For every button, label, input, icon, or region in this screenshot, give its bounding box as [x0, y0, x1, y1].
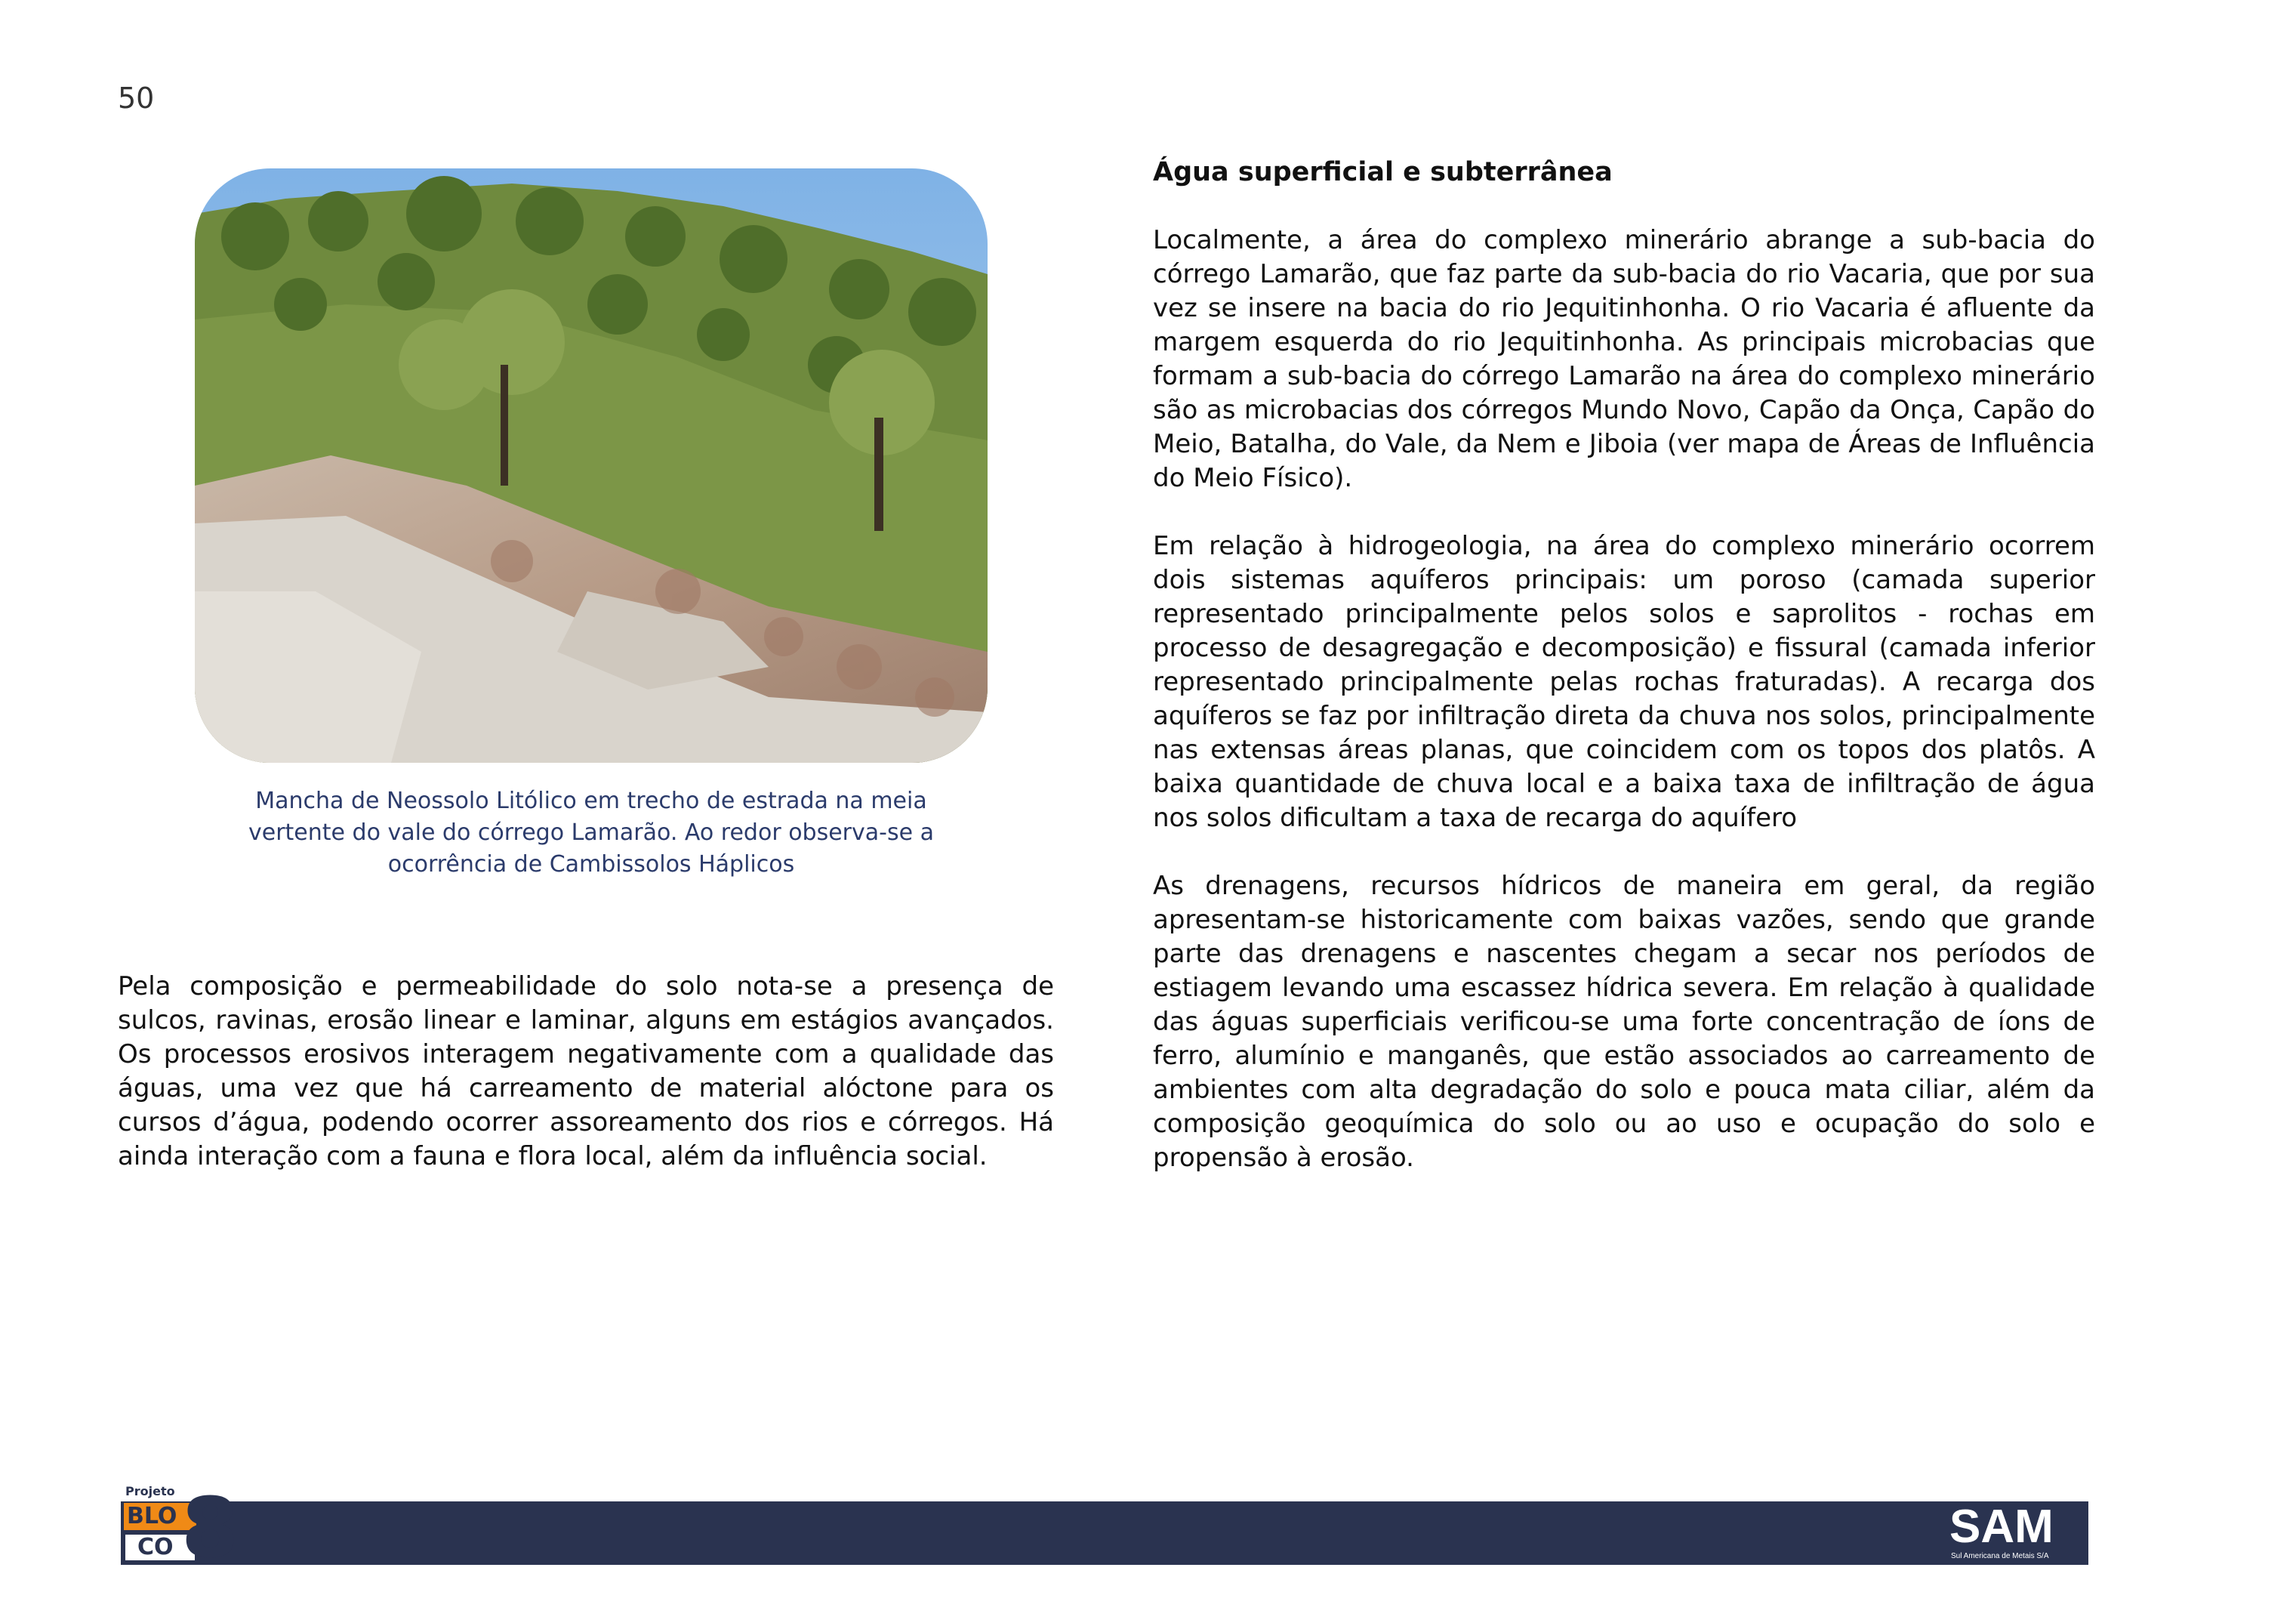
figure-caption	[195, 785, 988, 881]
logo-co-text: CO	[124, 1533, 196, 1562]
logo-blo-text: BLO	[124, 1503, 196, 1530]
soil-erosion-photo	[195, 168, 988, 763]
logo-eight-text: 8	[181, 1480, 239, 1576]
caption-line: ocorrência de Cambissolos Háplicos	[387, 851, 795, 878]
page-number: 50	[118, 82, 155, 115]
footer-bar	[121, 1501, 2088, 1565]
section-heading: Água superficial e subterrânea	[1153, 157, 1613, 187]
soil-erosion-paragraph: Pela composição e permeabilidade do solo nota-se a presença de sulcos, ravinas, erosão linear e laminar, alguns em estágios avançados. Os processos erosivos interagem negativamente com a qualidade das águas, uma vez que há carreamento de material alóctone para os cursos d’água, podendo ocorrer assoreamento dos rios e córregos. Há ainda interação com a fauna e flora local, além da influência social.	[118, 971, 1054, 1171]
sam-logo-subtitle: Sul Americana de Metais S/A	[1951, 1552, 2049, 1560]
drainage-paragraph: As drenagens, recursos hídricos de maneira em geral, da região apresentam-se historicamente com baixas vazões, sendo que grande parte das drenagens e nascentes chegam a secar nos períodos de estiagem levando uma escassez hídrica severa. Em relação à qualidade das águas superficiais verificou-se uma forte concentração de íons de ferro, alumínio e manganês, que estão associados ao carreamento de ambientes com alta degradação do solo e pouca mata ciliar, além da composição geoquímica do solo ou ao uso e ocupação do solo e propensão à erosão.	[1153, 871, 2095, 1173]
water-section	[1153, 156, 2095, 1175]
caption-line: vertente do vale do córrego Lamarão. Ao redor observa-se a	[248, 819, 934, 846]
caption-line: Mancha de Neossolo Litólico em trecho de estrada na meia	[255, 788, 927, 814]
surface-water-paragraph: Localmente, a área do complexo minerário abrange a sub-bacia do córrego Lamarão, que faz parte da sub-bacia do rio Vacaria, que por sua vez se insere na bacia do rio Jequitinhonha. O rio Vacaria é afluente da margem esquerda do rio Jequitinhonha. As principais microbacias que formam a sub-bacia do córrego Lamarão na área do complexo minerário são as microbacias dos córregos Mundo Novo, Capão da Onça, Capão do Meio, Batalha, do Vale, da Nem e Jiboia (ver mapa de Áreas de Influência do Meio Físico).	[1153, 225, 2095, 493]
logo-projeto-text: Projeto	[125, 1484, 175, 1498]
hydrogeology-paragraph: Em relação à hidrogeologia, na área do complexo minerário ocorrem dois sistemas aquíferos principais: um poroso (camada superior representado principalmente pelos solos e saprolitos - rochas em processo de desagregação e decomposição) e fissural (camada inferior representado principalmente pelas rochas fraturadas). A recarga dos aquíferos se faz por infiltração direta da chuva nos solos, principalmente nas extensas áreas planas, que coincidem com os topos dos platôs. A baixa quantidade de chuva local e a baixa taxa de infiltração de água nos solos dificultam a taxa de recarga do aquífero	[1153, 531, 2095, 833]
sam-logo-text: SAM	[1949, 1501, 2054, 1553]
landscape-image	[195, 168, 988, 763]
